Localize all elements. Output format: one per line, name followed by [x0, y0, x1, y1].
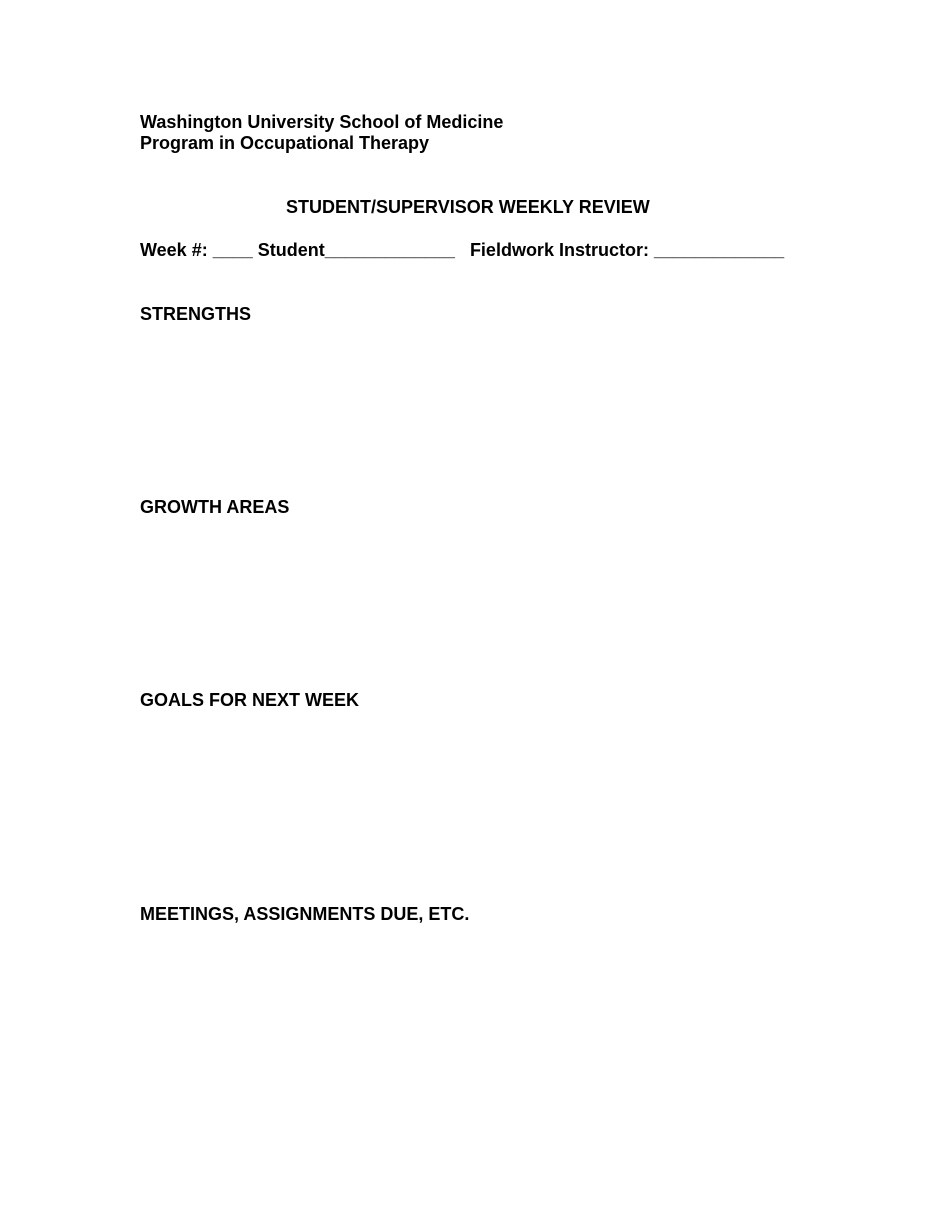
week-blank[interactable]: ____ [212, 240, 253, 260]
instructor-label: Fieldwork Instructor: [469, 240, 649, 260]
section-heading-meetings: MEETINGS, ASSIGNMENTS DUE, ETC. [140, 904, 470, 924]
week-label: Week #: [140, 240, 208, 260]
growth-areas-entry-area[interactable] [140, 523, 810, 683]
section-heading-goals: GOALS FOR NEXT WEEK [140, 690, 360, 710]
section-heading-strengths: STRENGTHS [140, 304, 252, 324]
student-blank[interactable]: _____________ [324, 240, 455, 260]
program-name: Program in Occupational Therapy [140, 133, 430, 153]
form-title: STUDENT/SUPERVISOR WEEKLY REVIEW [286, 197, 650, 217]
institution-name: Washington University School of Medicine [140, 112, 504, 132]
goals-entry-area[interactable] [140, 716, 810, 896]
meetings-entry-area[interactable] [140, 930, 810, 1190]
strengths-entry-area[interactable] [140, 330, 810, 490]
section-heading-growth-areas: GROWTH AREAS [140, 497, 290, 517]
student-label: Student [257, 240, 325, 260]
week-info-line [140, 240, 784, 261]
instructor-blank[interactable]: _____________ [653, 240, 785, 260]
